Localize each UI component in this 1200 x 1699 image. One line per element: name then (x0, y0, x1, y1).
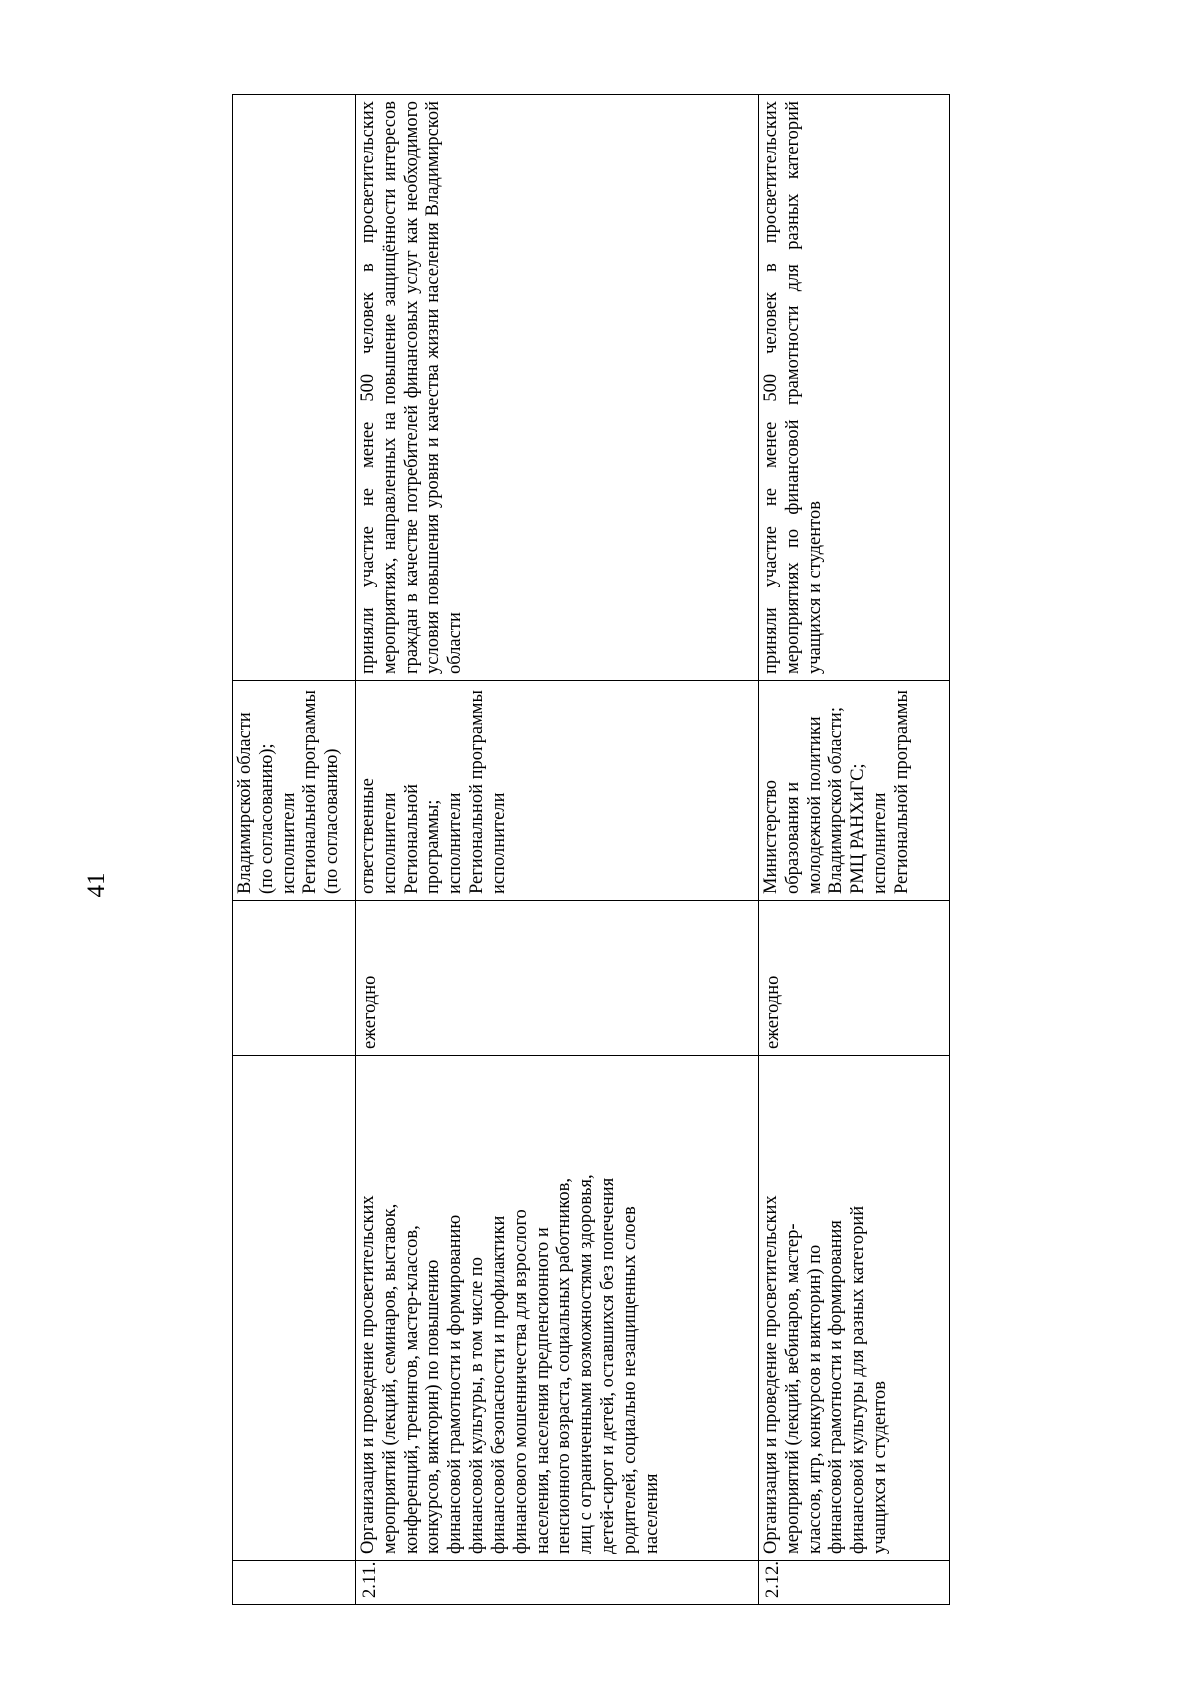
activity-line: родителей, социально незащищенных слоев (619, 1206, 640, 1554)
cell-activity-name (356, 1056, 759, 1561)
executor-line: ответственные (358, 778, 378, 894)
executor-line: молодежной политики (804, 716, 825, 894)
cell-executors (233, 681, 356, 901)
executor-line: исполнители (870, 792, 891, 894)
executor-line: программы; (423, 799, 444, 894)
cell-activity-name (759, 1056, 950, 1561)
activities-table (232, 94, 950, 1605)
activity-line: учащихся и студентов (870, 1381, 891, 1554)
executor-line: Владимирской области; (826, 707, 847, 894)
table-row-2-11 (356, 95, 759, 1605)
rotated-page-content (232, 95, 968, 1605)
executor-line: исполнители (445, 792, 466, 894)
activity-line: Организация и проведение просветительских (358, 1195, 378, 1554)
executor-line: образования и (782, 781, 803, 894)
activity-line: финансовой культуры для разных категорий (848, 1205, 869, 1554)
activity-line: финансовой безопасности и профилактики (488, 1215, 509, 1554)
executor-line: Региональной программы (467, 690, 488, 894)
cell-executors (759, 681, 950, 901)
cell-num: 2.12. (759, 1561, 950, 1605)
table-row-continuation (233, 95, 356, 1605)
activity-line: финансовой культуры, в том числе по (467, 1257, 488, 1554)
activity-line: финансовой грамотности и формирования (826, 1220, 847, 1554)
cell-activity-name (233, 1056, 356, 1561)
executor-line: исполнители (488, 792, 509, 894)
page-number: 41 (83, 872, 110, 898)
executor-line: РМЦ РАНХиГС; (848, 763, 869, 894)
activity-line: финансовой грамотности и формированию (445, 1214, 466, 1554)
cell-executors (356, 681, 759, 901)
table-row-2-12 (759, 95, 950, 1605)
activity-line: мероприятий (лекций, вебинаров, мастер- (782, 1223, 803, 1554)
activity-line: классов, игр, конкурсов и викторин) по (804, 1244, 825, 1554)
executor-line: Владимирской области (235, 712, 255, 894)
executor-line: Региональной (401, 784, 422, 894)
activity-line: населения (641, 1473, 662, 1554)
executor-line: Региональной программы (891, 690, 912, 894)
activity-line: конференций, тренингов, мастер-классов, (401, 1225, 422, 1554)
activity-line: Организация и проведение просветительских (761, 1195, 781, 1554)
activity-line: детей-сирот и детей, оставшихся без попечения (598, 1177, 619, 1554)
executor-line: Региональной программы (300, 690, 321, 894)
executor-line: исполнители (278, 792, 299, 894)
cell-result: приняли участие не менее 500 человек в просветительских мероприятиях по финансовой грамотности для разных категорий учащихся и студентов (759, 95, 950, 681)
cell-period (233, 901, 356, 1056)
activity-line: конкурсов, викторин) по повышению (423, 1259, 444, 1554)
activity-line: финансового мошенничества для взрослого (510, 1209, 531, 1554)
cell-num: 2.11. (356, 1561, 759, 1605)
activity-line: мероприятий (лекций, семинаров, выставок, (379, 1203, 400, 1554)
cell-num (233, 1561, 356, 1605)
cell-period: ежегодно (356, 901, 759, 1056)
executor-line: исполнители (379, 792, 400, 894)
activity-line: лиц с ограниченными возможностями здоровья, (576, 1174, 597, 1554)
cell-period: ежегодно (759, 901, 950, 1056)
cell-result: приняли участие не менее 500 человек в просветительских мероприятиях, направленных на повышение защищённости интересов граждан в качестве потребителей финансовых услуг как необходимого условия повышения уровня и качества жизни населения Владимирской области (356, 95, 759, 681)
activity-line: населения, населения предпенсионного и (532, 1227, 553, 1554)
cell-result (233, 95, 356, 681)
executor-line: Министерство (761, 779, 781, 894)
executor-line: (по согласованию) (322, 748, 343, 894)
executor-line: (по согласованию); (256, 743, 277, 894)
activity-line: пенсионного возраста, социальных работников, (554, 1178, 575, 1554)
